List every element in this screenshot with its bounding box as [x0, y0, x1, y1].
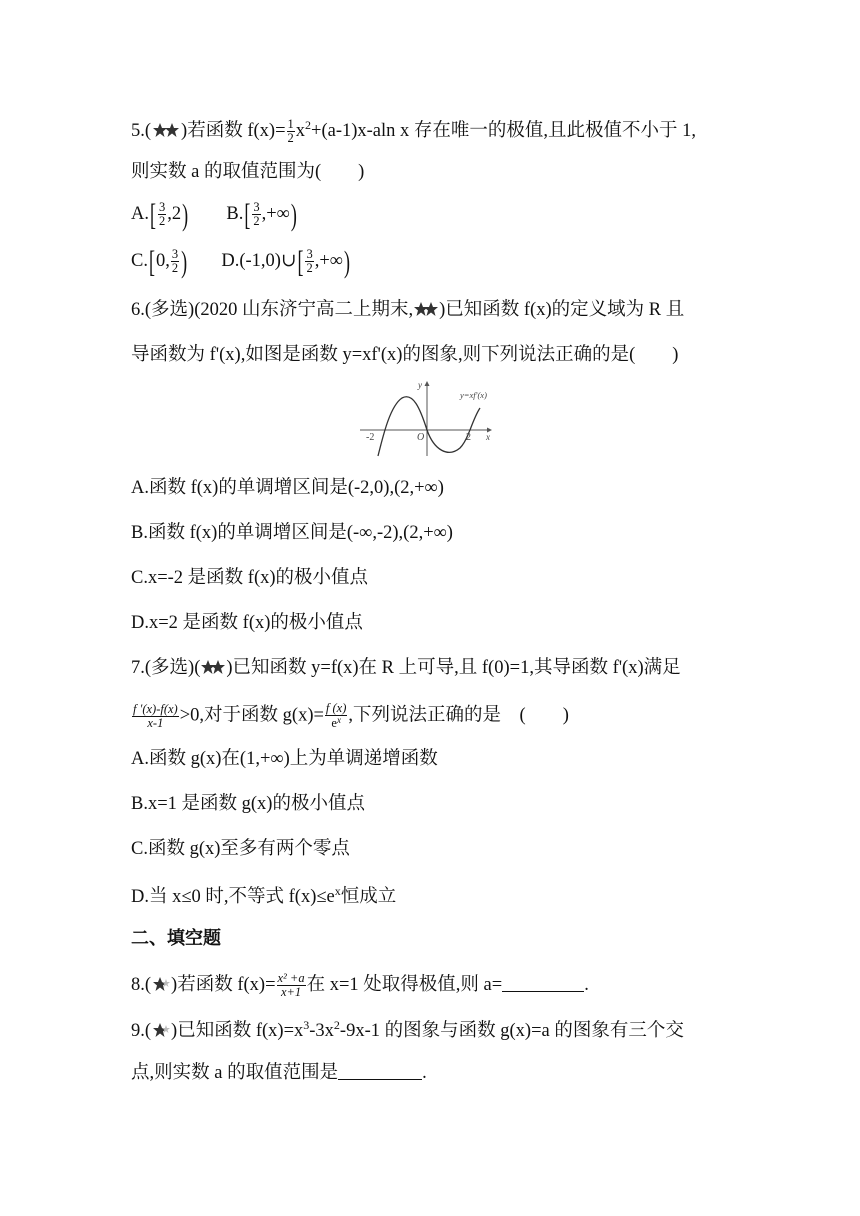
q7-frac2-den	[325, 715, 347, 730]
q9-answer-blank[interactable]	[338, 1065, 422, 1080]
q5-optB-label: B.	[226, 203, 244, 224]
q5-optA-bracket: [	[150, 197, 156, 232]
q8-text-b: 在 x=1 处取得极值,则 a=	[306, 974, 503, 995]
q5-frac-num: 1	[287, 117, 294, 131]
q9-text-a: )已知函数 f(x)=x	[171, 1021, 304, 1041]
q6-text-b: )已知函数 f(x)的定义域为 R 且	[439, 300, 685, 320]
q6-option-a: A.函数 f(x)的单调增区间是(-2,0),(2,+∞)	[131, 478, 444, 498]
q7-frac1-den: x-1	[132, 716, 179, 730]
q5-optD-label: D.	[221, 250, 240, 271]
q7-fraction-1	[132, 703, 179, 730]
q5-fraction	[287, 118, 295, 145]
q7-option-c: C.函数 g(x)至多有两个零点	[131, 839, 350, 859]
difficulty-stars-icon	[200, 659, 226, 675]
q8-frac-num: x² +a	[277, 971, 305, 985]
q8-number: 8.(	[131, 974, 152, 995]
q7-text-c: >0,对于函数 g(x)=	[179, 705, 324, 726]
q8-line	[131, 972, 589, 999]
q5-text-c: +(a-1)x-aln x 存在唯一的极值,且此极值不小于 1,	[311, 120, 697, 141]
q8-answer-blank[interactable]	[502, 977, 584, 992]
q9-period: .	[422, 1063, 427, 1083]
q5-optD-rest: ,+∞	[314, 250, 343, 271]
q5-optA-frac	[158, 201, 166, 228]
q9-text-c: -9x-1 的图象与函数 g(x)=a 的图象有三个交	[339, 1021, 684, 1041]
q5-sup: 2	[305, 117, 312, 132]
q5-optA-close: )	[182, 197, 189, 232]
q5-text-b: x	[295, 120, 306, 141]
q5-optD-den: 2	[306, 261, 313, 276]
q7-fraction-2	[325, 702, 347, 730]
q5-options-ab	[131, 197, 298, 232]
q6-text-a: 6.(多选)(2020 山东济宁高二上期末,	[131, 300, 414, 320]
q7-optD-text-a: D.当 x≤0 时,不等式 f(x)≤e	[131, 887, 335, 907]
graph-curve	[378, 397, 480, 456]
q6-option-c: C.x=-2 是函数 f(x)的极小值点	[131, 568, 369, 588]
q5-optC-lead: 0,	[155, 250, 170, 271]
q7-frac1-num: f ′(x)-f(x)	[133, 701, 178, 716]
q7-frac2-num: f (x)	[325, 701, 347, 715]
q6-line1	[131, 301, 684, 320]
q9-line2-text: 点,则实数 a 的取值范围是	[131, 1063, 339, 1083]
q9-line1	[131, 1019, 684, 1041]
graph-tick-neg2: -2	[366, 432, 375, 443]
q8-fraction	[277, 972, 306, 999]
q5-text-a: 若函数 f(x)=	[187, 120, 286, 141]
q5-options-cd	[131, 244, 351, 279]
q5-optD-lead: (-1,0)∪	[239, 250, 297, 271]
q5-optA-rest: ,2	[167, 203, 182, 224]
q7-option-b: B.x=1 是函数 g(x)的极小值点	[131, 794, 365, 814]
difficulty-star-icon	[151, 976, 171, 992]
q5-optB-frac	[252, 201, 260, 228]
q5-optD-close: )	[343, 244, 350, 279]
q9-number: 9.(	[131, 1021, 152, 1041]
q5-optC-bracket: [	[148, 244, 155, 279]
q7-optD-text-b: 恒成立	[340, 887, 397, 907]
q8-period: .	[584, 974, 589, 995]
q5-optA-label: A.	[131, 203, 149, 224]
q5-optA-num: 3	[159, 200, 166, 214]
q5-optC-label: C.	[131, 250, 148, 271]
q8-frac-den: x+1	[277, 985, 306, 999]
q5-optB-bracket: [	[244, 197, 251, 232]
graph-y-label: y	[418, 380, 422, 390]
q5-optD-bracket: [	[297, 244, 304, 279]
q9-line2	[131, 1064, 427, 1083]
q6-line2: 导函数为 f'(x),如图是函数 y=xf'(x)的图象,则下列说法正确的是( )	[131, 345, 679, 365]
q7-frac2-den-sup: x	[336, 715, 341, 726]
graph-x-label: x	[486, 432, 490, 442]
q5-optB-den: 2	[253, 214, 260, 229]
q9-text-b: -3x	[309, 1021, 334, 1041]
q5-optC-num: 3	[171, 247, 179, 261]
q7-optD-sup: x	[334, 884, 341, 898]
q5-line2: 则实数 a 的取值范围为( )	[131, 162, 365, 182]
q9-sup2: 2	[333, 1018, 340, 1032]
q7-text-a: 7.(多选)(	[131, 658, 201, 678]
q6-option-d: D.x=2 是函数 f(x)的极小值点	[131, 613, 363, 633]
q6-option-b: B.函数 f(x)的单调增区间是(-∞,-2),(2,+∞)	[131, 523, 453, 543]
q8-text-a: )若函数 f(x)=	[171, 974, 276, 995]
q7-option-d	[131, 885, 396, 907]
q7-text-d: ,下列说法正确的是 ( )	[348, 705, 569, 726]
q5-optD-frac	[305, 248, 313, 275]
graph-tick-2: 2	[466, 432, 471, 443]
difficulty-star-icon	[151, 1022, 171, 1038]
graph-curve-label: y=xf'(x)	[460, 390, 487, 400]
q6-function-graph	[358, 378, 498, 458]
q5-optC-frac	[171, 248, 179, 275]
q5-optC-close: )	[181, 244, 188, 279]
q7-frac2-den-base: e	[331, 716, 337, 731]
q5-paren: )	[181, 120, 188, 141]
q5-optB-close: )	[290, 197, 297, 232]
q5-frac-den: 2	[287, 131, 294, 146]
q5-optC-den: 2	[171, 261, 179, 276]
q5-optB-rest: ,+∞	[261, 203, 290, 224]
q5-optB-num: 3	[253, 200, 260, 214]
section-heading-fill-in: 二、填空题	[131, 928, 221, 949]
graph-y-arrow	[425, 381, 430, 386]
difficulty-stars-icon	[413, 301, 439, 317]
difficulty-stars-icon	[151, 122, 181, 138]
q5-number: 5.(	[131, 120, 152, 141]
graph-origin-label: O	[417, 432, 425, 443]
q7-option-a: A.函数 g(x)在(1,+∞)上为单调递增函数	[131, 749, 438, 769]
q7-text-b: )已知函数 y=f(x)在 R 上可导,且 f(0)=1,其导函数 f'(x)满足	[226, 658, 681, 678]
q7-line2	[131, 702, 569, 730]
q5-line1	[131, 118, 696, 145]
q5-optD-num: 3	[306, 247, 313, 261]
q5-optA-den: 2	[159, 214, 166, 229]
q7-line1	[131, 659, 681, 678]
q9-sup1: 3	[303, 1018, 310, 1032]
